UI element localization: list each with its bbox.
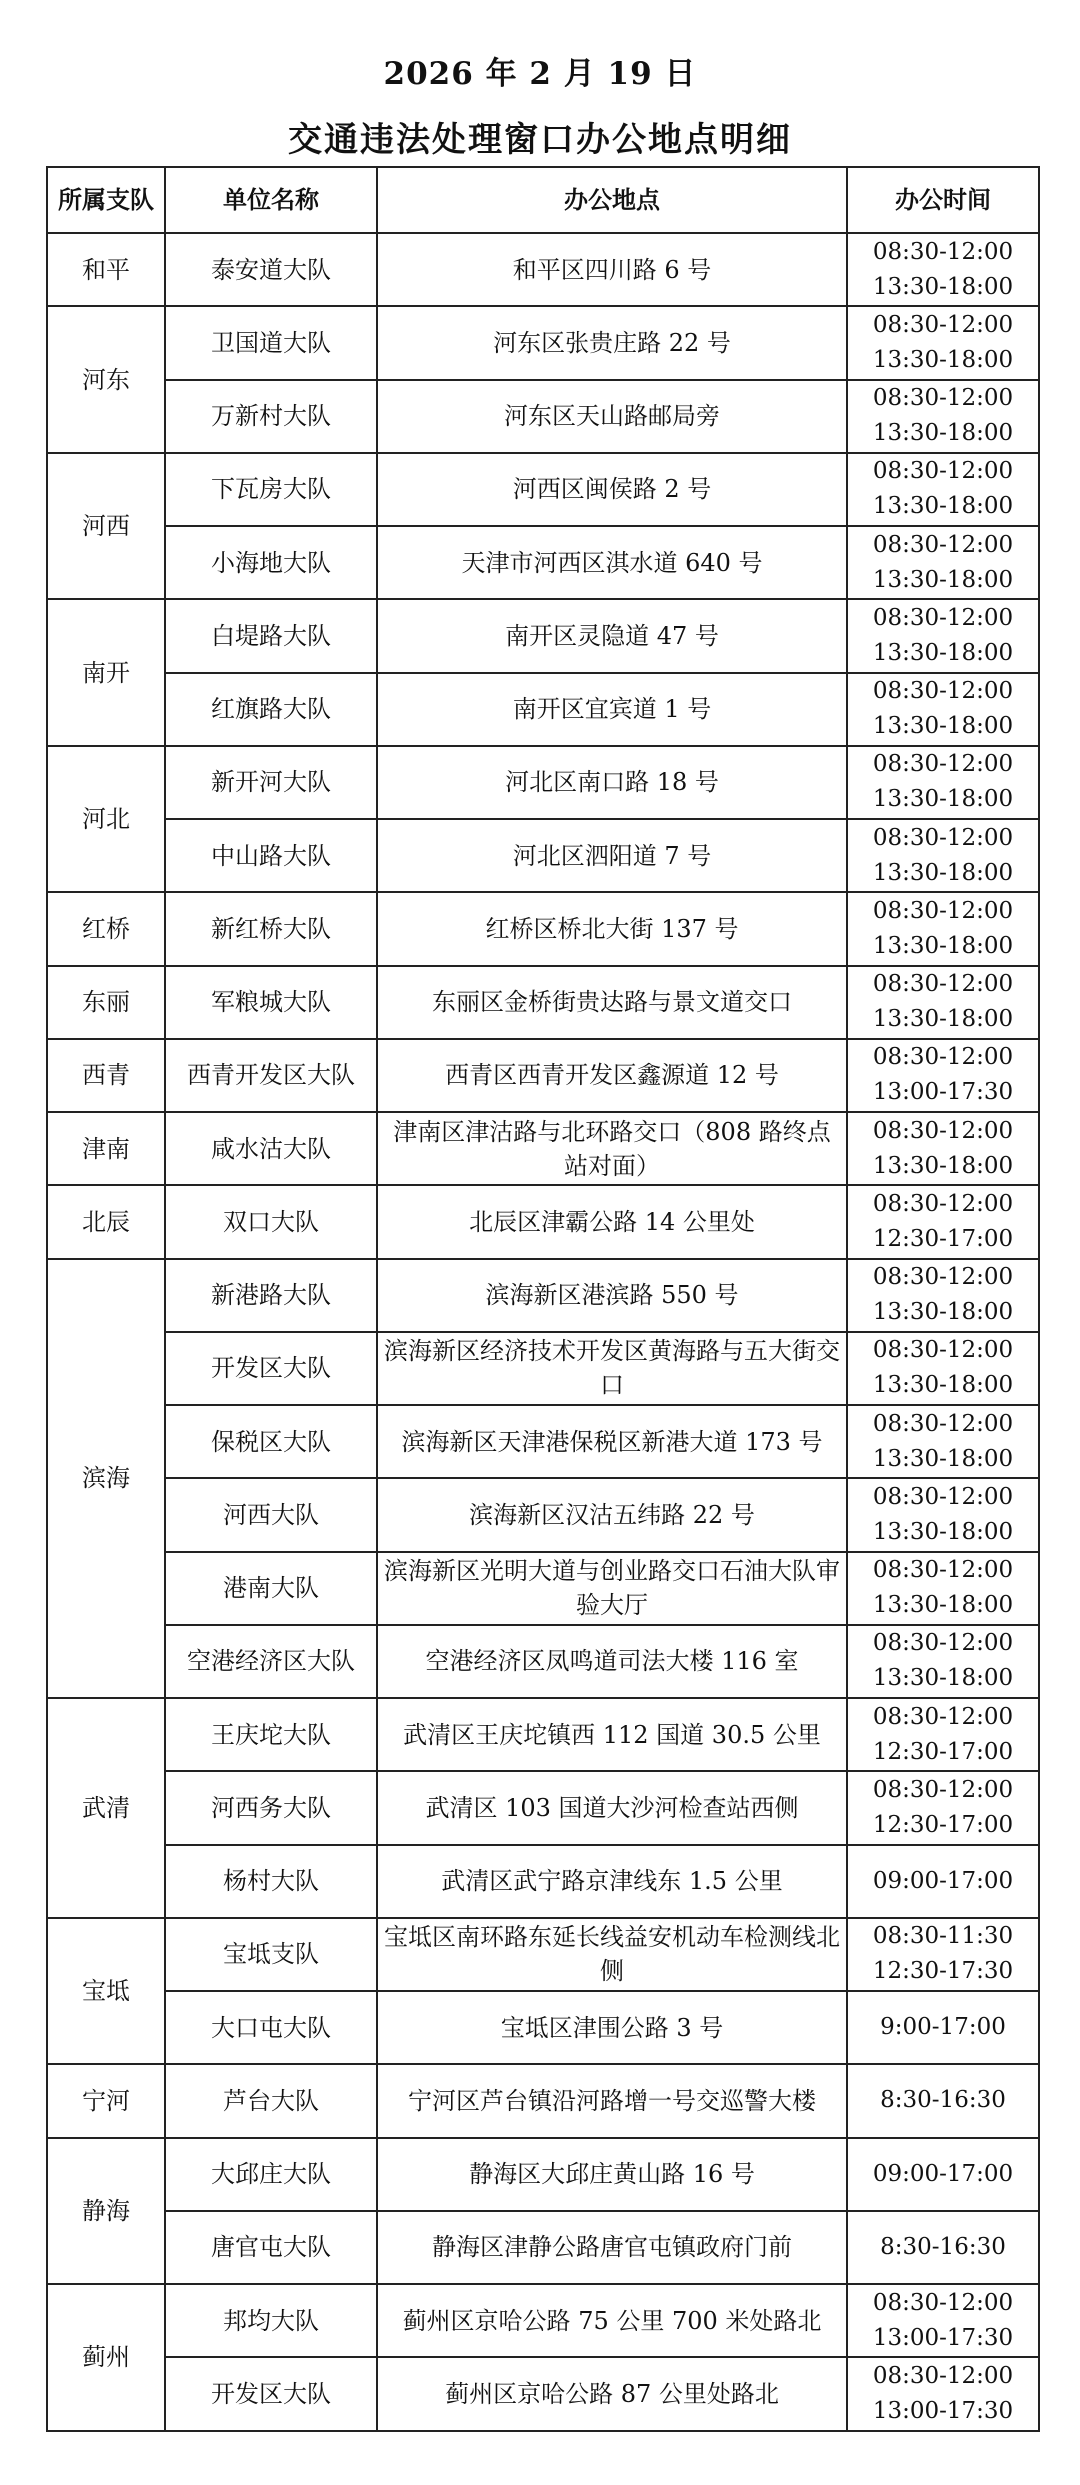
location-cell: 蓟州区京哈公路 75 公里 700 米处路北	[377, 2284, 847, 2357]
location-cell: 武清区武宁路京津线东 1.5 公里	[377, 1845, 847, 1918]
table-row	[47, 1625, 1039, 1698]
hours-cell: 08:30-12:00 13:30-18:00	[847, 599, 1039, 672]
unit-name-cell: 大口屯大队	[165, 1991, 377, 2064]
unit-name-cell: 新港路大队	[165, 1259, 377, 1332]
location-cell: 武清区王庆坨镇西 112 国道 30.5 公里	[377, 1698, 847, 1771]
unit-name-cell: 西青开发区大队	[165, 1039, 377, 1112]
unit-name-cell: 河西务大队	[165, 1771, 377, 1844]
branch-cell: 宁河	[47, 2064, 165, 2137]
hours-cell: 08:30-12:00 13:30-18:00	[847, 453, 1039, 526]
branch-cell: 河北	[47, 746, 165, 893]
location-cell: 西青区西青开发区鑫源道 12 号	[377, 1039, 847, 1112]
unit-name-cell: 邦均大队	[165, 2284, 377, 2357]
office-table	[46, 166, 1040, 2432]
location-cell: 滨海新区天津港保税区新港大道 173 号	[377, 1405, 847, 1478]
table-row	[47, 1991, 1039, 2064]
hours-cell: 08:30-12:00 13:30-18:00	[847, 1405, 1039, 1478]
table-header-row	[47, 167, 1039, 233]
location-cell: 宝坻区津围公路 3 号	[377, 1991, 847, 2064]
branch-cell: 红桥	[47, 892, 165, 965]
column-header-branch: 所属支队	[47, 167, 165, 233]
branch-cell: 和平	[47, 233, 165, 306]
branch-cell: 静海	[47, 2138, 165, 2285]
hours-cell: 08:30-12:00 13:00-17:30	[847, 2357, 1039, 2430]
location-cell: 滨海新区汉沽五纬路 22 号	[377, 1478, 847, 1551]
unit-name-cell: 万新村大队	[165, 380, 377, 453]
table-row	[47, 746, 1039, 819]
hours-cell: 09:00-17:00	[847, 1845, 1039, 1918]
table-row	[47, 233, 1039, 306]
hours-cell: 08:30-12:00 13:30-18:00	[847, 1259, 1039, 1332]
hours-cell: 08:30-11:30 12:30-17:30	[847, 1918, 1039, 1991]
unit-name-cell: 新开河大队	[165, 746, 377, 819]
table-row	[47, 966, 1039, 1039]
unit-name-cell: 王庆坨大队	[165, 1698, 377, 1771]
document-date: 2026 年 2 月 19 日	[383, 56, 697, 92]
unit-name-cell: 保税区大队	[165, 1405, 377, 1478]
hours-cell: 08:30-12:00 13:30-18:00	[847, 1478, 1039, 1551]
hours-cell: 08:30-12:00 13:30-18:00	[847, 892, 1039, 965]
location-cell: 天津市河西区淇水道 640 号	[377, 526, 847, 599]
table-row	[47, 1039, 1039, 1112]
branch-cell: 河西	[47, 453, 165, 600]
unit-name-cell: 新红桥大队	[165, 892, 377, 965]
branch-cell: 武清	[47, 1698, 165, 1918]
hours-cell: 9:00-17:00	[847, 1991, 1039, 2064]
unit-name-cell: 咸水沽大队	[165, 1112, 377, 1185]
hours-cell: 08:30-12:00 13:30-18:00	[847, 380, 1039, 453]
branch-cell: 南开	[47, 599, 165, 746]
hours-cell: 08:30-12:00 13:30-18:00	[847, 1332, 1039, 1405]
unit-name-cell: 红旗路大队	[165, 673, 377, 746]
table-row	[47, 599, 1039, 672]
table-row	[47, 1259, 1039, 1332]
hours-cell: 08:30-12:00 13:30-18:00	[847, 819, 1039, 892]
unit-name-cell: 杨村大队	[165, 1845, 377, 1918]
location-cell: 东丽区金桥街贵达路与景文道交口	[377, 966, 847, 1039]
hours-cell: 8:30-16:30	[847, 2064, 1039, 2137]
unit-name-cell: 唐官屯大队	[165, 2211, 377, 2284]
location-cell: 静海区大邱庄黄山路 16 号	[377, 2138, 847, 2211]
unit-name-cell: 中山路大队	[165, 819, 377, 892]
table-row	[47, 1112, 1039, 1185]
unit-name-cell: 芦台大队	[165, 2064, 377, 2137]
column-header-hours: 办公时间	[847, 167, 1039, 233]
hours-cell: 08:30-12:00 13:30-18:00	[847, 966, 1039, 1039]
unit-name-cell: 卫国道大队	[165, 306, 377, 379]
unit-name-cell: 空港经济区大队	[165, 1625, 377, 1698]
table-row	[47, 526, 1039, 599]
unit-name-cell: 白堤路大队	[165, 599, 377, 672]
hours-cell: 08:30-12:00 13:30-18:00	[847, 306, 1039, 379]
hours-cell: 08:30-12:00 12:30-17:00	[847, 1185, 1039, 1258]
branch-cell: 西青	[47, 1039, 165, 1112]
unit-name-cell: 港南大队	[165, 1552, 377, 1625]
location-cell: 武清区 103 国道大沙河检查站西侧	[377, 1771, 847, 1844]
branch-cell: 北辰	[47, 1185, 165, 1258]
location-cell: 宁河区芦台镇沿河路增一号交巡警大楼	[377, 2064, 847, 2137]
location-cell: 河北区南口路 18 号	[377, 746, 847, 819]
unit-name-cell: 泰安道大队	[165, 233, 377, 306]
location-cell: 河东区张贵庄路 22 号	[377, 306, 847, 379]
hours-cell: 09:00-17:00	[847, 2138, 1039, 2211]
unit-name-cell: 双口大队	[165, 1185, 377, 1258]
table-row	[47, 380, 1039, 453]
hours-cell: 08:30-12:00 13:30-18:00	[847, 526, 1039, 599]
location-cell: 河北区泗阳道 7 号	[377, 819, 847, 892]
location-cell: 北辰区津霸公路 14 公里处	[377, 1185, 847, 1258]
unit-name-cell: 大邱庄大队	[165, 2138, 377, 2211]
hours-cell: 08:30-12:00 13:00-17:30	[847, 2284, 1039, 2357]
table-body	[47, 233, 1039, 2431]
hours-cell: 08:30-12:00 13:00-17:30	[847, 1039, 1039, 1112]
hours-cell: 08:30-12:00 13:30-18:00	[847, 233, 1039, 306]
unit-name-cell: 开发区大队	[165, 2357, 377, 2430]
column-header-unit: 单位名称	[165, 167, 377, 233]
table-row	[47, 2284, 1039, 2357]
table-row	[47, 1845, 1039, 1918]
branch-cell: 东丽	[47, 966, 165, 1039]
location-cell: 宝坻区南环路东延长线益安机动车检测线北侧	[377, 1918, 847, 1991]
hours-cell: 08:30-12:00 12:30-17:00	[847, 1771, 1039, 1844]
table-row	[47, 306, 1039, 379]
unit-name-cell: 开发区大队	[165, 1332, 377, 1405]
table-row	[47, 1918, 1039, 1991]
hours-cell: 08:30-12:00 13:30-18:00	[847, 1625, 1039, 1698]
branch-cell: 滨海	[47, 1259, 165, 1699]
location-cell: 滨海新区经济技术开发区黄海路与五大街交口	[377, 1332, 847, 1405]
table-row	[47, 819, 1039, 892]
location-cell: 和平区四川路 6 号	[377, 233, 847, 306]
hours-cell: 08:30-12:00 12:30-17:00	[847, 1698, 1039, 1771]
hours-cell: 08:30-12:00 13:30-18:00	[847, 1112, 1039, 1185]
location-cell: 空港经济区凤鸣道司法大楼 116 室	[377, 1625, 847, 1698]
hours-cell: 08:30-12:00 13:30-18:00	[847, 746, 1039, 819]
table-row	[47, 2357, 1039, 2430]
table-row	[47, 2138, 1039, 2211]
table-row	[47, 1478, 1039, 1551]
unit-name-cell: 下瓦房大队	[165, 453, 377, 526]
document-title: 交通违法处理窗口办公地点明细	[288, 120, 792, 160]
location-cell: 滨海新区港滨路 550 号	[377, 1259, 847, 1332]
unit-name-cell: 小海地大队	[165, 526, 377, 599]
table-row	[47, 453, 1039, 526]
branch-cell: 蓟州	[47, 2284, 165, 2431]
location-cell: 河东区天山路邮局旁	[377, 380, 847, 453]
table-row	[47, 2064, 1039, 2137]
location-cell: 蓟州区京哈公路 87 公里处路北	[377, 2357, 847, 2430]
location-cell: 静海区津静公路唐官屯镇政府门前	[377, 2211, 847, 2284]
location-cell: 滨海新区光明大道与创业路交口石油大队审验大厅	[377, 1552, 847, 1625]
location-cell: 南开区灵隐道 47 号	[377, 599, 847, 672]
branch-cell: 津南	[47, 1112, 165, 1185]
unit-name-cell: 河西大队	[165, 1478, 377, 1551]
unit-name-cell: 宝坻支队	[165, 1918, 377, 1991]
branch-cell: 河东	[47, 306, 165, 453]
table-row	[47, 1185, 1039, 1258]
table-row	[47, 1552, 1039, 1625]
hours-cell: 08:30-12:00 13:30-18:00	[847, 673, 1039, 746]
location-cell: 红桥区桥北大街 137 号	[377, 892, 847, 965]
hours-cell: 08:30-12:00 13:30-18:00	[847, 1552, 1039, 1625]
table-row	[47, 1332, 1039, 1405]
table-row	[47, 673, 1039, 746]
hours-cell: 8:30-16:30	[847, 2211, 1039, 2284]
unit-name-cell: 军粮城大队	[165, 966, 377, 1039]
table-row	[47, 892, 1039, 965]
table-row	[47, 1698, 1039, 1771]
table-row	[47, 2211, 1039, 2284]
branch-cell: 宝坻	[47, 1918, 165, 2065]
table-row	[47, 1771, 1039, 1844]
location-cell: 河西区闽侯路 2 号	[377, 453, 847, 526]
column-header-location: 办公地点	[377, 167, 847, 233]
location-cell: 南开区宜宾道 1 号	[377, 673, 847, 746]
location-cell: 津南区津沽路与北环路交口（808 路终点站对面）	[377, 1112, 847, 1185]
table-row	[47, 1405, 1039, 1478]
